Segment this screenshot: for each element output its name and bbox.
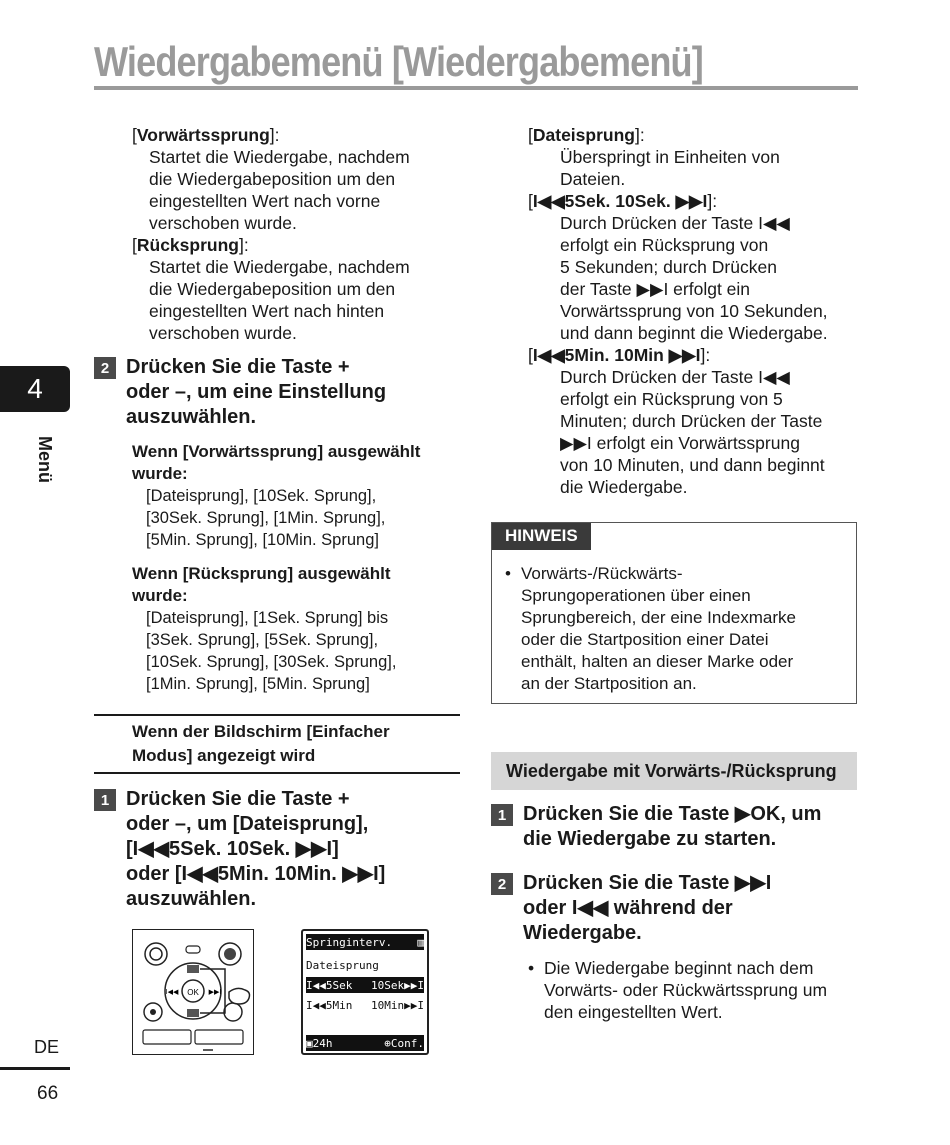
screen-row: [306, 997, 424, 1013]
text-line: und dann beginnt die Wiedergabe.: [560, 323, 828, 343]
title-rule: [94, 86, 858, 90]
text-span: Wenn: [132, 564, 183, 583]
screen-title: Springinterv.: [306, 935, 393, 949]
svg-text:OK: OK: [187, 988, 199, 997]
screen-row-left: I◀◀5Min: [306, 998, 353, 1012]
sec-heading: [I◀◀5Sek. 10Sek. ▶▶I]:: [528, 191, 718, 211]
recorder-device-illustration: [132, 929, 254, 1055]
rev-label: Rücksprung: [136, 235, 239, 255]
right-step-1: [491, 802, 866, 852]
text-line: Wiedergabe.: [523, 922, 642, 944]
text-line: [10Sek. Sprung], [30Sek. Sprung],: [146, 653, 397, 671]
text-line: [1Min. Sprung], [5Min. Sprung]: [146, 675, 370, 693]
file-heading: [Dateisprung]:: [528, 125, 645, 145]
text-line: Dateien.: [560, 169, 626, 189]
sec-description: [528, 212, 863, 344]
text-line: der Taste ▶▶I erfolgt ein: [560, 279, 751, 299]
note-text: [521, 563, 796, 695]
text-line: oder [I◀◀5Min. 10Min. ▶▶I]: [126, 863, 386, 885]
text-line: [Dateisprung], [1Sek. Sprung] bis: [146, 609, 389, 627]
bullet-icon: •: [505, 564, 511, 583]
rev-description: [132, 256, 462, 344]
text-line: Modus] angezeigt wird: [132, 746, 316, 765]
left-step-2: [94, 355, 464, 430]
page-number: 66: [37, 1083, 59, 1104]
text-line: 5 Sekunden; durch Drücken: [560, 257, 777, 277]
left-step-1: [94, 787, 464, 912]
file-description: [528, 146, 863, 190]
text-line: von 10 Minuten, und dann beginnt: [560, 455, 825, 475]
text-line: ▶▶I erfolgt ein Vorwärtssprung: [560, 433, 800, 453]
text-line: Drücken Sie die Taste +: [126, 356, 350, 378]
text-line: [3Sek. Sprung], [5Sek. Sprung],: [146, 631, 379, 649]
text-line: eingestellten Wert nach hinten: [149, 301, 385, 321]
text-line: auszuwählen.: [126, 888, 257, 910]
step-number: 2: [94, 357, 116, 379]
svg-text:▶▶I: ▶▶I: [208, 989, 222, 996]
text-line: die Wiedergabe.: [560, 477, 688, 497]
step-text: [523, 871, 771, 946]
fwd-heading: [Vorwärtssprung]:: [132, 125, 280, 145]
screen-row: [306, 957, 424, 973]
text-line: oder die Startposition einer Datei: [521, 630, 769, 649]
rev-options-block: [132, 563, 462, 695]
fwd-options: [132, 485, 462, 551]
text-line: Die Wiedergabe beginnt nach dem: [544, 958, 814, 978]
file-label: Dateisprung: [532, 125, 635, 145]
footer-left-text: 24h: [312, 1036, 333, 1050]
bullet-icon: •: [528, 958, 535, 978]
screen-title-bar: [306, 934, 424, 950]
right-step-2: [491, 871, 866, 946]
language-label: DE: [34, 1037, 60, 1057]
text-line: Durch Drücken der Taste I◀◀: [560, 213, 790, 233]
screen-footer-right: [384, 1037, 424, 1050]
text-span: [Rücksprung]: [182, 564, 294, 583]
text-span: [Vorwärtssprung]: [182, 442, 324, 461]
step-text: [126, 787, 385, 912]
text-line: [5Min. Sprung], [10Min. Sprung]: [146, 531, 379, 549]
chapter-tab: 4: [0, 366, 70, 412]
rev-options: [132, 607, 462, 695]
text-line: die Wiedergabeposition um den: [149, 279, 396, 299]
text-line: auszuwählen.: [126, 406, 257, 428]
text-line: eingestellten Wert nach vorne: [149, 191, 381, 211]
min-label: I◀◀5Min. 10Min ▶▶I: [532, 345, 701, 365]
note-item: [505, 563, 835, 695]
page-rule: [0, 1067, 70, 1070]
when-rev-heading-2: wurde:: [132, 586, 188, 605]
text-line: Vorwärts-/Rückwärts-: [521, 564, 683, 583]
bullet-text: [544, 957, 827, 1023]
text-line: Vorwärtssprung von 10 Sekunden,: [560, 301, 828, 321]
text-line: [Dateisprung], [10Sek. Sprung],: [146, 487, 377, 505]
text-line: Drücken Sie die Taste +: [126, 788, 350, 810]
section-heading: Wiedergabe mit Vorwärts-/Rücksprung: [491, 752, 857, 790]
simple-mode-heading: [132, 720, 462, 768]
text-line: Sprungoperationen über einen: [521, 586, 751, 605]
text-line: die Wiedergabeposition um den: [149, 169, 396, 189]
microphone-icon: ⊕: [384, 1036, 391, 1050]
svg-text:I◀◀: I◀◀: [165, 989, 179, 996]
left-column: [132, 124, 462, 344]
text-line: Drücken Sie die Taste ▶▶I: [523, 872, 772, 894]
text-line: Startet die Wiedergabe, nachdem: [149, 147, 410, 167]
text-line: erfolgt ein Rücksprung von: [560, 235, 769, 255]
text-line: [I◀◀5Sek. 10Sek. ▶▶I]: [126, 838, 339, 860]
text-line: [30Sek. Sprung], [1Min. Sprung],: [146, 509, 386, 527]
when-fwd-heading: [132, 441, 462, 463]
min-description: [528, 366, 863, 498]
text-line: Überspringt in Einheiten von: [560, 147, 780, 167]
screen-row-selected: [306, 977, 424, 993]
text-line: Wenn der Bildschirm [Einfacher: [132, 722, 390, 741]
text-line: Drücken Sie die Taste ▶OK, um: [523, 803, 822, 825]
text-line: an der Startposition an.: [521, 674, 697, 693]
screen-row-right: 10Min▶▶I: [371, 998, 424, 1012]
rev-heading: [Rücksprung]:: [132, 235, 249, 255]
remaining-time-icon: ▣: [306, 1036, 313, 1050]
text-line: oder –, um [Dateisprung],: [126, 813, 369, 835]
fwd-description: [132, 146, 462, 234]
text-line: Startet die Wiedergabe, nachdem: [149, 257, 410, 277]
text-line: Vorwärts- oder Rückwärtssprung um: [544, 980, 828, 1000]
screen-row-right: 10Sek▶▶I: [371, 978, 424, 992]
text-span: ausgewählt: [323, 442, 421, 461]
step-text: [523, 802, 821, 852]
text-line: oder I◀◀ während der: [523, 897, 733, 919]
fwd-label: Vorwärtssprung: [136, 125, 270, 145]
min-heading: [I◀◀5Min. 10Min ▶▶I]:: [528, 345, 711, 365]
sec-label: I◀◀5Sek. 10Sek. ▶▶I: [532, 191, 708, 211]
footer-right-text: Conf.: [390, 1036, 424, 1050]
step-number: 1: [491, 804, 513, 826]
battery-icon: ▥: [417, 935, 424, 949]
text-span: Wenn: [132, 442, 183, 461]
display-screen: [301, 929, 429, 1055]
note-title: HINWEIS: [492, 523, 591, 550]
divider: [94, 714, 460, 716]
right-column: [528, 124, 863, 498]
text-line: den eingestellten Wert.: [544, 1002, 723, 1022]
text-line: verschoben wurde.: [149, 213, 297, 233]
step-number: 1: [94, 789, 116, 811]
step-number: 2: [491, 873, 513, 895]
screen-footer-left: [306, 1037, 333, 1050]
text-line: Minuten; durch Drücken der Taste: [560, 411, 823, 431]
page-title: Wiedergabemenü [Wiedergabemenü]: [94, 38, 703, 85]
screen-row-left: I◀◀5Sek: [306, 978, 353, 992]
recorder-buttons-icon: [133, 930, 253, 1054]
text-line: verschoben wurde.: [149, 323, 297, 343]
text-line: die Wiedergabe zu starten.: [523, 828, 777, 850]
fwd-options-block: [132, 441, 462, 551]
when-rev-heading: [132, 563, 462, 585]
text-line: erfolgt ein Rücksprung von 5: [560, 389, 783, 409]
text-line: enthält, halten an dieser Marke oder: [521, 652, 794, 671]
divider: [94, 772, 460, 774]
chapter-label: Menü: [35, 436, 55, 483]
screen-footer: [306, 1035, 424, 1051]
result-bullet: [528, 957, 863, 1023]
screen-row-label: Dateisprung: [306, 958, 379, 972]
text-line: Durch Drücken der Taste I◀◀: [560, 367, 790, 387]
step-text: [126, 355, 386, 430]
text-span: ausgewählt: [293, 564, 391, 583]
when-fwd-heading-2: wurde:: [132, 464, 188, 483]
text-line: Sprungbereich, der eine Indexmarke: [521, 608, 796, 627]
text-line: oder –, um eine Einstellung: [126, 381, 387, 403]
note-box: [491, 522, 857, 704]
